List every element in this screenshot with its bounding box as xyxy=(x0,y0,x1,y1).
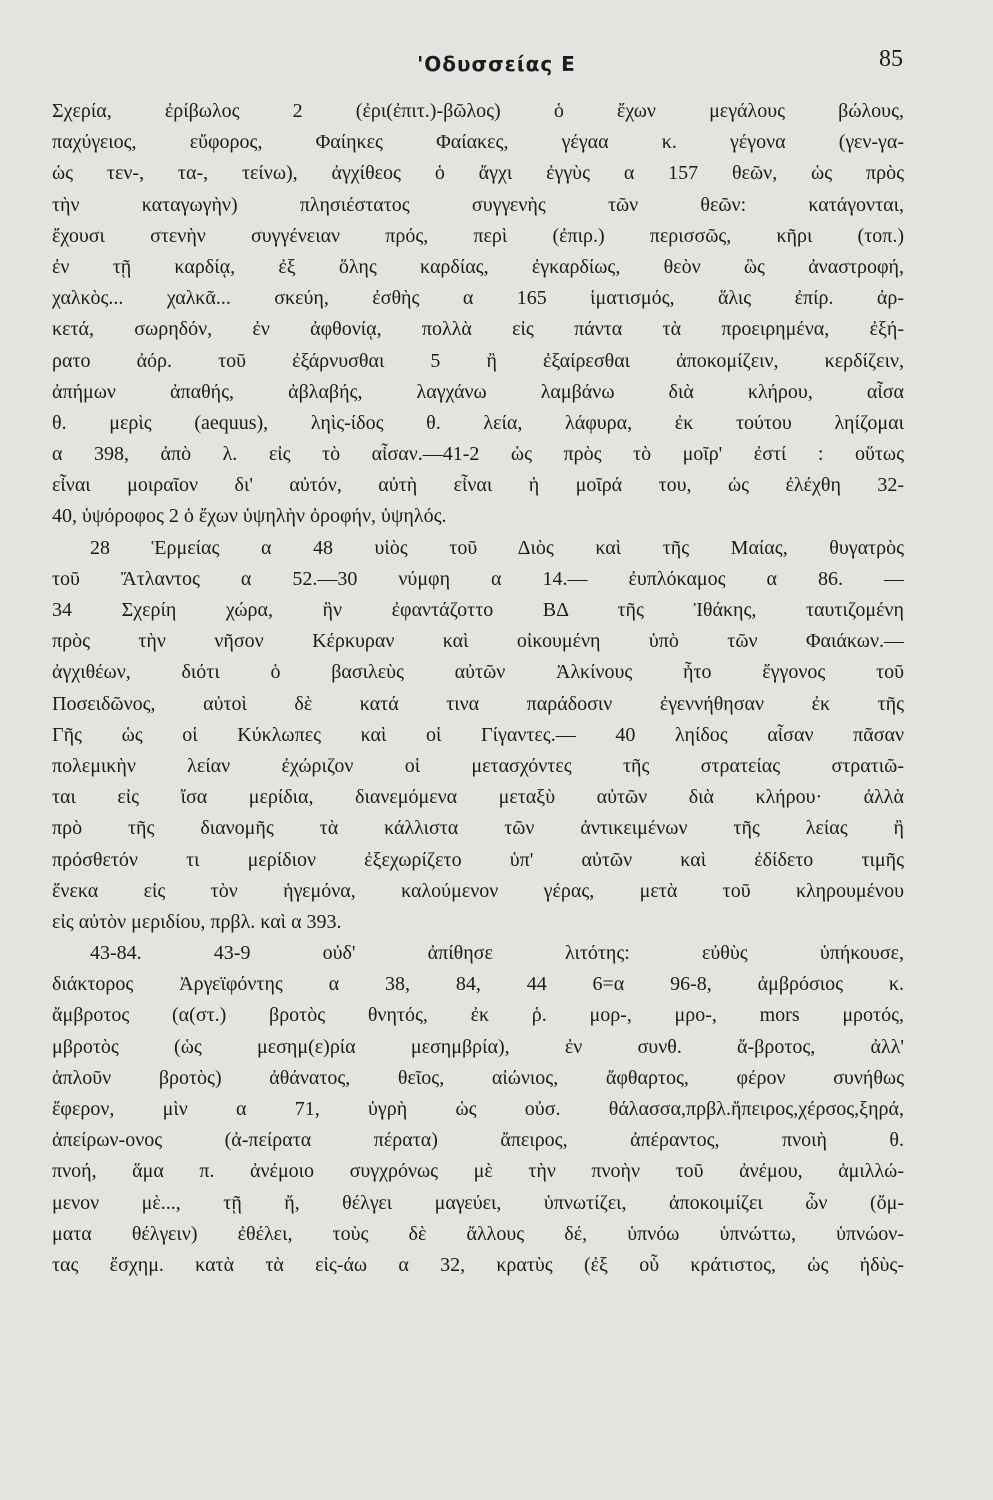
text-line: πολεμικὴν λείαν ἐχώριζον οἱ μετασχόντες τῆς στρατείας στρατιῶ- xyxy=(52,754,904,777)
text-line: 43-84. 43-9 οὐδ' ἀπίθησε λιτότης: εὐθὺς ὑπήκουσε, xyxy=(90,942,904,965)
text-line: θ. μερὶς (aequus), ληὶς-ίδος θ. λεία, λάφυρα, ἐκ τούτου ληίζομαι xyxy=(52,411,904,434)
text-line: ὡς τεν-, τα-, τείνω), ἀγχίθεος ὁ ἄγχι ἐγγὺς α 157 θεῶν, ὡς πρὸς xyxy=(52,162,904,185)
text-line: κετά, σωρηδόν, ἐν ἀφθονίᾳ, πολλὰ εἰς πάντα τὰ προειρημένα, ἐξή- xyxy=(52,318,904,341)
text-line: 28 Ἑρμείας α 48 υἱὸς τοῦ Διὸς καὶ τῆς Μαίας, θυγατρὸς xyxy=(90,536,904,559)
text-line: διάκτορος Ἀργεϊφόντης α 38, 84, 44 6=α 96-8, ἀμβρόσιος κ. xyxy=(52,973,904,996)
text-line: ἐν τῇ καρδίᾳ, ἐξ ὅλης καρδίας, ἐγκαρδίως, θεὸν ὣς ἀναστροφή, xyxy=(52,255,904,278)
text-line: εἶναι μοιραῖον δι' αὐτόν, αὐτὴ εἶναι ἡ μοῖρά του, ὡς ἐλέχθη 32- xyxy=(52,474,904,497)
text-line: 34 Σχερίη χώρα, ἣν ἐφαντάζοττο ΒΔ τῆς Ἰθάκης, ταυτιζομένη xyxy=(52,599,904,621)
text-line: εἰς αὐτὸν μεριδίου, πρβλ. καὶ α 393. xyxy=(52,910,342,933)
text-line: χαλκὸς... χαλκᾶ... σκεύη, ἐσθὴς α 165 ἱματισμός, ἅλις ἐπίρ. ἀρ- xyxy=(52,287,904,310)
text-line: ἕνεκα εἰς τὸν ἡγεμόνα, καλούμενον γέρας, μετὰ τοῦ κληρουμένου xyxy=(52,879,904,902)
text-line: 40, ὑψόροφος 2 ὁ ἔχων ὑψηλὴν ὀροφήν, ὑψηλός. xyxy=(52,505,447,528)
text-line: ἀπήμων ἀπαθής, ἀβλαβής, λαγχάνω λαμβάνω διὰ κλήρου, αἶσα xyxy=(52,380,904,403)
text-line: πρὸ τῆς διανομῆς τὰ κάλλιστα τῶν ἀντικειμένων τῆς λείας ἢ xyxy=(52,817,904,840)
text-line: ἔφερον, μὶν α 71, ὑγρὴ ὡς οὐσ. θάλασσα,πρβλ.ἤπειρος,χέρσος,ξηρά, xyxy=(52,1098,904,1120)
text-line: Γῆς ὡς οἱ Κύκλωπες καὶ οἱ Γίγαντες.— 40 ληίδος αἶσαν πᾶσαν xyxy=(52,723,904,746)
commentary-text xyxy=(52,96,904,1281)
text-line: ρατο ἀόρ. τοῦ ἐξάρνυσθαι 5 ἢ ἐξαίρεσθαι ἀποκομίζειν, κερδίζειν, xyxy=(52,349,904,372)
text-line: ἄμβροτος (α(στ.) βροτὸς θνητός, ἐκ ῥ. μορ-, μρο-, mors μροτός, xyxy=(52,1004,904,1027)
text-line: παχύγειος, εὔφορος, Φαίηκες Φαίακες, γέγαα κ. γέγονα (γεν-γα- xyxy=(52,131,904,154)
text-line: Ποσειδῶνος, αὐτοὶ δὲ κατά τινα παράδοσιν ἐγεννήθησαν ἐκ τῆς xyxy=(52,692,904,715)
text-line: μβροτὸς (ὡς μεσημ(ε)ρία μεσημβρία), ἐν συνθ. ἄ-βροτος, ἀλλ' xyxy=(52,1035,904,1058)
text-line: ἀπείρων-ονος (ἀ-πείρατα πέρατα) ἄπειρος, ἀπέραντος, πνοιὴ θ. xyxy=(52,1129,904,1152)
text-line: Σχερία, ἐρίβωλος 2 (ἐρι(ἐπιτ.)-βῶλος) ὁ ἔχων μεγάλους βώλους, xyxy=(52,100,904,122)
text-line: ἀγχιθέων, διότι ὁ βασιλεὺς αὐτῶν Ἀλκίνους ἦτο ἔγγονος τοῦ xyxy=(52,661,904,684)
text-line: μενον μὲ..., τῇ ἤ, θέλγει μαγεύει, ὑπνωτίζει, ἀποκοιμίζει ὧν (ὄμ- xyxy=(52,1191,904,1214)
page-number: 85 xyxy=(879,46,903,72)
text-line: πνοή, ἅμα π. ἀνέμοιο συγχρόνως μὲ τὴν πνοὴν τοῦ ἀνέμου, ἁμιλλώ- xyxy=(52,1160,904,1183)
text-line: τας ἔσχημ. κατὰ τὰ εἰς-άω α 32, κρατὺς (ἐξ οὗ κράτιστος, ὡς ἡδὺς- xyxy=(52,1253,904,1276)
text-line: ματα θέλγειν) ἐθέλει, τοὺς δὲ ἄλλους δέ, ὑπνόω ὑπνώττω, ὑπνώον- xyxy=(52,1222,904,1245)
text-line: πρὸς τὴν νῆσον Κέρκυραν καὶ οἰκουμένη ὑπὸ τῶν Φαιάκων.— xyxy=(52,630,904,653)
text-line: ται εἰς ἴσα μερίδια, διανεμόμενα μεταξὺ αὐτῶν διὰ κλήρου· ἀλλὰ xyxy=(52,786,904,809)
text-line: α 398, ἀπὸ λ. εἰς τὸ αἶσαν.—41-2 ὡς πρὸς τὸ μοῖρ' ἐστί : οὕτως xyxy=(52,443,904,466)
text-line: τὴν καταγωγὴν) πλησιέστατος συγγενὴς τῶν θεῶν: κατάγονται, xyxy=(52,193,904,216)
text-line: τοῦ Ἄτλαντος α 52.—30 νύμφη α 14.— ἐυπλόκαμος α 86. — xyxy=(52,567,904,590)
text-line: ἁπλοῦν βροτὸς) ἀθάνατος, θεῖος, αἰώνιος, ἄφθαρτος, φέρον συνήθως xyxy=(52,1066,904,1089)
text-line: ἔχουσι στενὴν συγγένειαν πρός, περὶ (ἐπιρ.) περισσῶς, κῆρι (τοπ.) xyxy=(52,224,904,247)
text-line: πρόσθετόν τι μερίδιον ἐξεχωρίζετο ὑπ' αὐτῶν καὶ ἐδίδετο τιμῆς xyxy=(52,848,904,871)
running-title: 'Οδυσσείας Ε xyxy=(417,52,576,76)
